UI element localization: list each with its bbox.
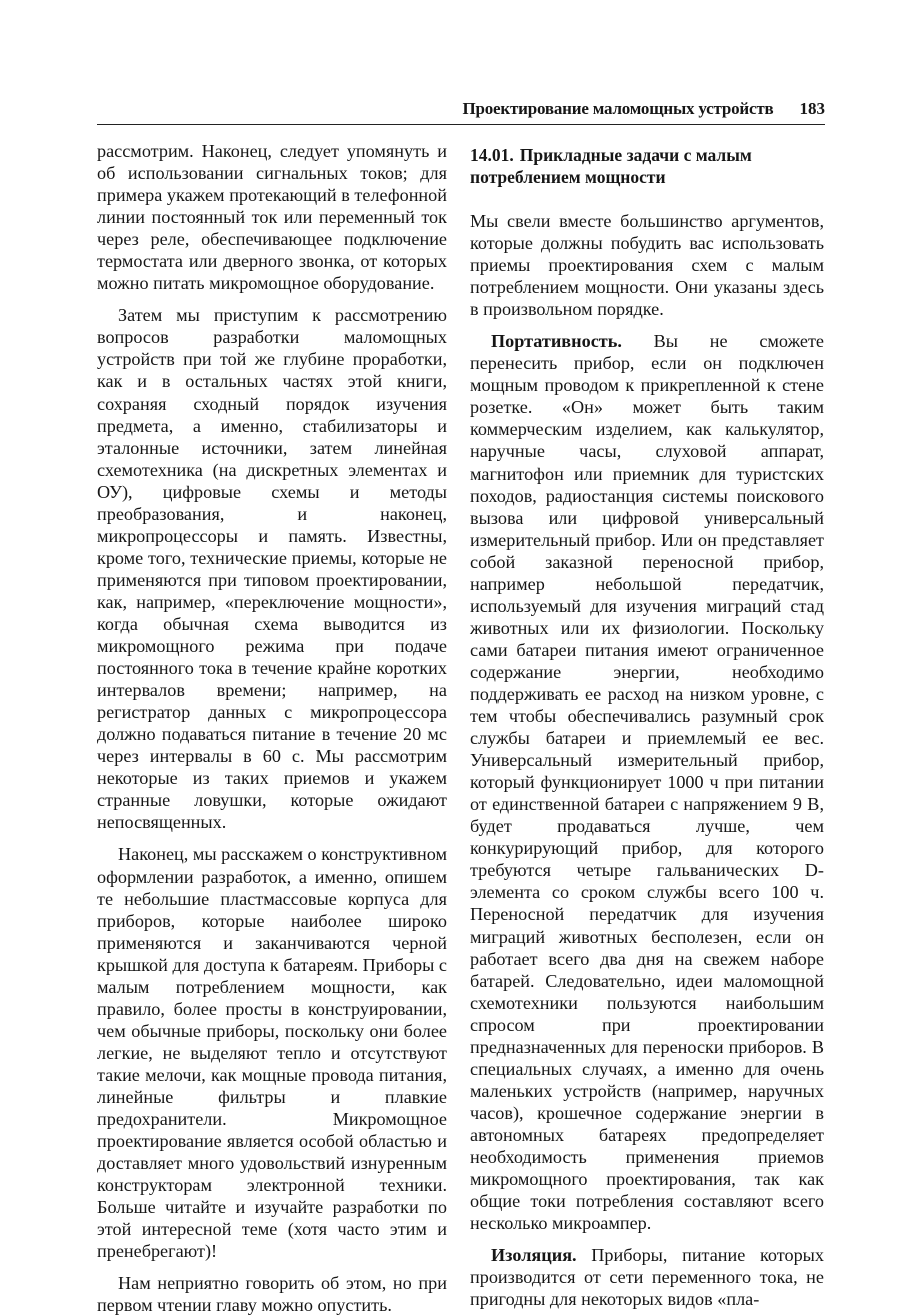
paragraph: Нам неприятно говорить об этом, но при первом чтении главу можно опустить.: [97, 1273, 447, 1316]
running-head: [97, 98, 825, 125]
paragraph: Затем мы приступим к рассмотрению вопросов разработки маломощных устройств при той же глубине проработки, как и в остальных частях этой книги, сохраняя сходный порядок изучения предмета, а именно, стабилизаторы и эталонные источники, затем линейная схемотехника (на дискретных элементах и ОУ), цифровые схемы и методы преобразования, и наконец, микропроцессоры и память. Известны, кроме того, технические приемы, которые не применяются при типовом проектировании, как, например, «переключение мощности», когда обычная схема выводится из микромощного режима при подаче постоянного тока в течение крайне коротких интервалов времени; например, на регистратор данных с микропроцессора должно подаваться питание в течение 20 мс через интервалы в 60 с. Мы рассмотрим некоторые из таких приемов и укажем странные ловушки, которые ожидают непосвященных.: [97, 305, 447, 833]
intro-paragraph: Мы свели вместе большинство аргументов, которые должны побудить вас использовать приемы проектирования схем с малым потреблением мощности. Они указаны здесь в произвольном порядке.: [470, 211, 824, 320]
paragraph-continued: рассмотрим. Наконец, следует упомянуть и об использовании сигнальных токов; для примера укажем протекающий в телефонной линии постоянный ток или переменный ток через реле, обеспечивающее подключение термостата или дверного звонка, от которых можно питать микромощное оборудование.: [97, 141, 447, 294]
paragraph: Наконец, мы расскажем о конструктивном оформлении разработок, а именно, опишем те небольшие пластмассовые корпуса для приборов, которые наиболее широко применяются и заканчиваются черной крышкой для доступа к батареям. Приборы с малым потреблением мощности, как правило, более просты в конструировании, чем обычные приборы, поскольку они более легкие, не выделяют тепло и отсутствуют такие мелочи, как мощные провода питания, линейные фильтры и плавкие предохранители. Микромощное проектирование является особой областью и доставляет много удовольствий изнуренным конструкторам электронной техники. Больше читайте и изучайте разработки по этой интересной теме (хотя часто этим и пренебрегают)!: [97, 844, 447, 1262]
paragraph-text: Вы не сможете перенесить прибор, если он подключен мощным проводом к прикрепленной к стене розетке. «Он» может быть таким коммерческим изделием, как калькулятор, наручные часы, слуховой аппарат, магнитофон или приемник для туристских походов, радиостанция системы поискового вызова или цифровой универсальный измерительный прибор. Или он представляет собой заказной переносной прибор, например небольшой передатчик, используемый для изучения миграций стад животных или их физиологии. Поскольку сами батареи питания имеют ограниченное содержание энергии, необходимо поддерживать ее расход на низком уровне, с тем чтобы обеспечивались разумный срок службы батареи и приемлемый ее вес. Универсальный измерительный прибор, который функционирует 1000 ч при питании от единственной батареи с напряжением 9 В, будет продаваться лучше, чем конкурирующий прибор, для которого требуются четыре гальванических D-элемента со сроком службы всего 100 ч. Переносной передатчик для изучения миграций животных бесполезен, если он работает всего два дня на свежем наборе батарей. Следовательно, идеи маломощной схемотехники пользуются наибольшим спросом при проектировании предназначенных для переноски приборов. В специальных случаях, а именно для очень маленьких устройств (например, наручных часов), крошечное содержание энергии в автономных батареях предопределяет необходимость применения приемов микромощного проектирования, так как общие токи потребления составляют всего несколько микроампер.: [470, 331, 824, 1234]
section-heading: [470, 144, 824, 188]
left-column: [97, 140, 447, 1316]
run-in-heading: Портативность.: [491, 331, 622, 352]
run-in-heading: Изоляция.: [491, 1245, 577, 1266]
paragraph-portability: [470, 330, 824, 1234]
page-number: 183: [799, 99, 825, 118]
right-column: [470, 140, 824, 1310]
section-title: Прикладные задачи с малым потреблением мощности: [470, 145, 752, 187]
section-number: 14.01.: [470, 145, 514, 165]
paragraph-text: Приборы, питание которых производится от сети переменного тока, не пригодны для некоторых видов «пла-: [470, 1245, 824, 1310]
paragraph-isolation: [470, 1244, 824, 1310]
running-head-title: Проектирование маломощных устройств: [462, 99, 774, 118]
